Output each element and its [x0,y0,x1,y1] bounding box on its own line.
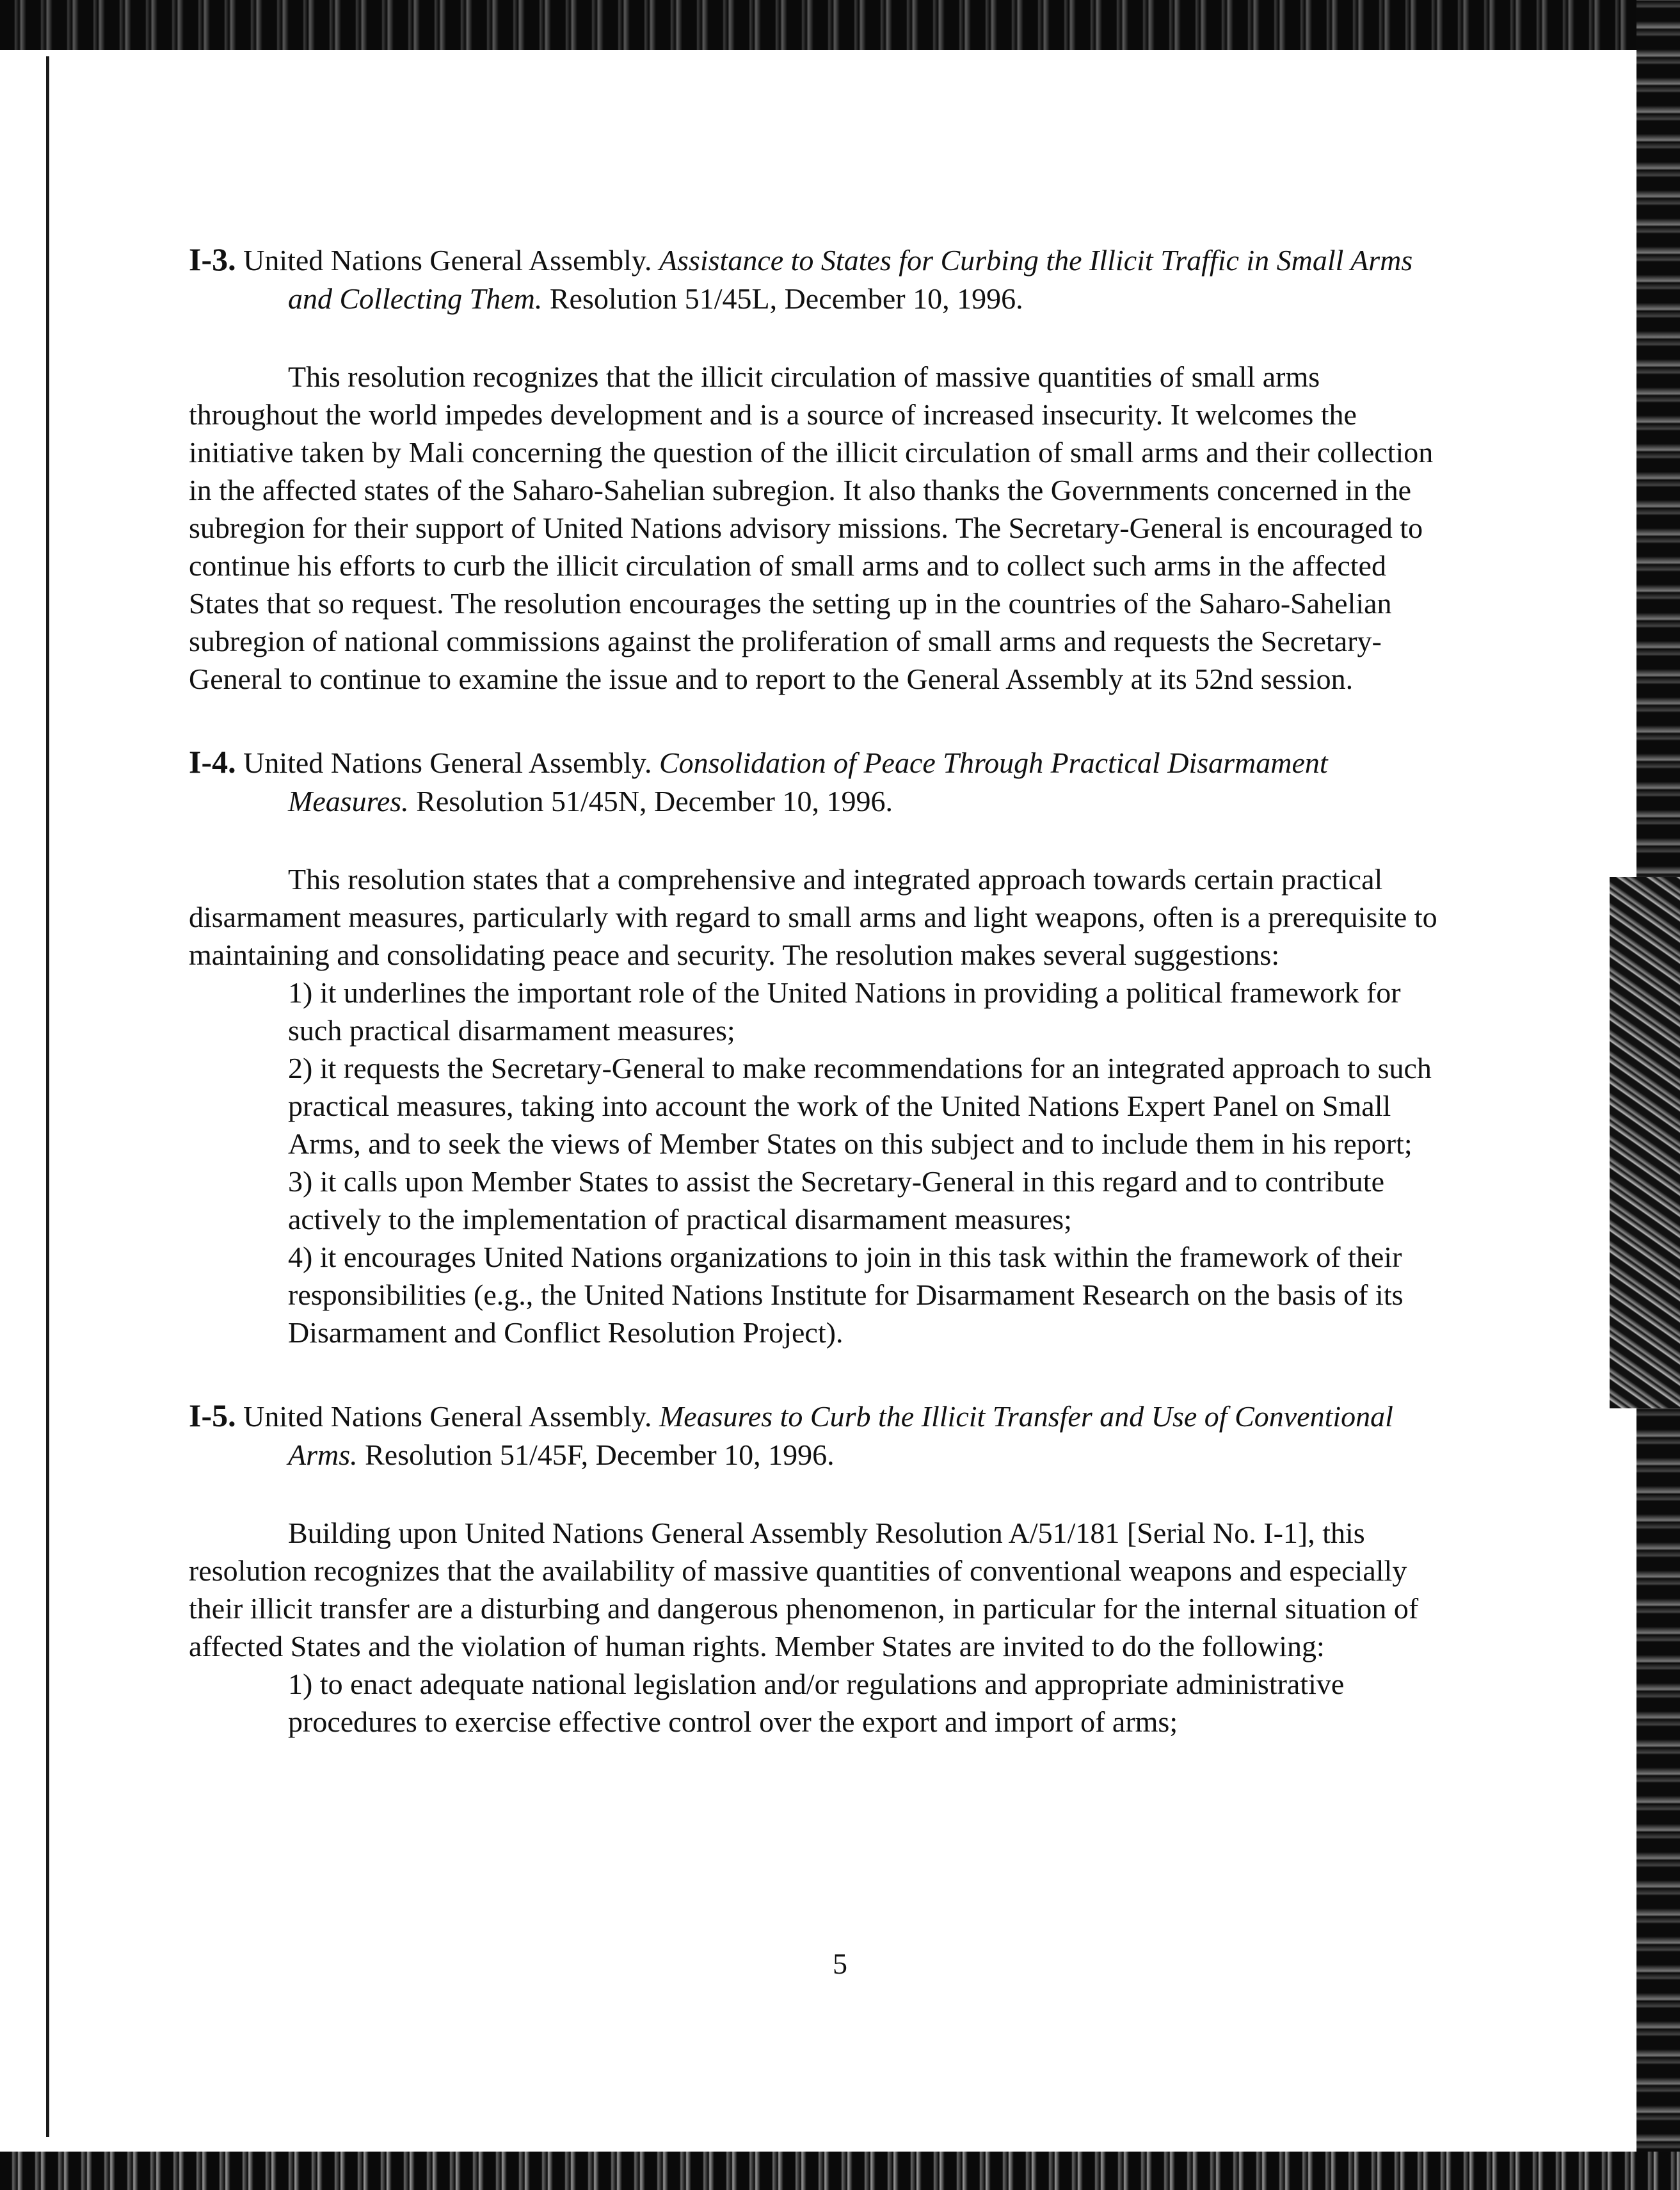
entry-heading [189,1396,1453,1474]
page-number: 5 [833,1947,847,1980]
entry-i-3 [189,240,1453,698]
entry-heading [189,240,1453,318]
entry-i-5 [189,1396,1453,1741]
entry-paragraph: Building upon United Nations General Assembly Resolution A/51/181 [Serial No. I-1], this resolution recognizes that the availability of massive quantities of conventional weapons and especially their illicit transfer are a disturbing and dangerous phenomenon, in particular for the internal situation of affected States and the violation of human rights. Member States are invited to do the following: [189,1517,1419,1663]
entry-paragraph: This resolution states that a comprehensive and integrated approach towards certain practical disarmament measures, particularly with regard to small arms and light weapons, often is a prerequisite to maintaining and consolidating peace and security. The resolution makes several suggestions: [189,863,1437,971]
entry-paragraph: This resolution recognizes that the illicit circulation of massive quantities of small arms throughout the world impedes development and is a source of increased insecurity. It welcomes the initiative taken by Mali concerning the question of the illicit circulation of small arms and their collection in the affected states of the Saharo-Sahelian subregion. It also thanks the Governments concerned in the subregion for their support of United Nations advisory missions. The Secretary-General is encouraged to continue his efforts to curb the illicit circulation of small arms and to collect such arms in the affected States that so request. The resolution encourages the setting up in the countries of the Saharo-Sahelian subregion of national commissions against the proliferation of small arms and requests the Secretary-General to continue to examine the issue and to report to the General Assembly at its 52nd session. [189,360,1434,695]
entry-i-4 [189,743,1453,1351]
entry-title: Measures to Curb the Illicit Transfer and Use of Conventional Arms. [288,1400,1393,1471]
entry-citation: Resolution 51/45N, December 10, 1996. [416,785,893,817]
list-item: 3) it calls upon Member States to assist the Secretary-General in this regard and to contribute actively to the implementation of practical disarmament measures; [288,1165,1385,1236]
entry-author: United Nations General Assembly. [243,746,652,779]
entry-title: Assistance to States for Curbing the Illicit Traffic in Small Arms and Collecting Them. [288,244,1413,315]
entry-title: Consolidation of Peace Through Practical Disarmament Measures. [288,746,1328,817]
scan-edge-bottom [0,2152,1680,2190]
scan-edge-right-band [1610,877,1680,1408]
entry-citation: Resolution 51/45F, December 10, 1996. [365,1438,835,1471]
entry-author: United Nations General Assembly. [243,1400,652,1433]
entry-citation: Resolution 51/45L, December 10, 1996. [549,282,1023,315]
list-item: 1) it underlines the important role of the United Nations in providing a political framework for such practical disarmament measures; [288,976,1401,1047]
document-page [189,240,1453,1741]
entry-author: United Nations General Assembly. [243,244,652,277]
list-item: 1) to enact adequate national legislation and/or regulations and appropriate administrative procedures to exercise effective control over the export and import of arms; [288,1668,1345,1738]
entry-id: I-3. [189,241,236,277]
list-item: 2) it requests the Secretary-General to make recommendations for an integrated approach to such practical measures, taking into account the work of the United Nations Expert Panel on Small Arms, and to seek the views of Member States on this subject and to include them in his report; [288,1052,1432,1160]
entry-id: I-4. [189,744,236,780]
scan-edge-top [0,0,1680,50]
entry-heading [189,743,1453,821]
page-left-edge [46,56,49,2137]
entry-id: I-5. [189,1397,236,1433]
list-item: 4) it encourages United Nations organizations to join in this task within the framework of their responsibilities (e.g., the United Nations Institute for Disarmament Research on the basis of its Disarmament and Conflict Resolution Project). [288,1241,1404,1349]
